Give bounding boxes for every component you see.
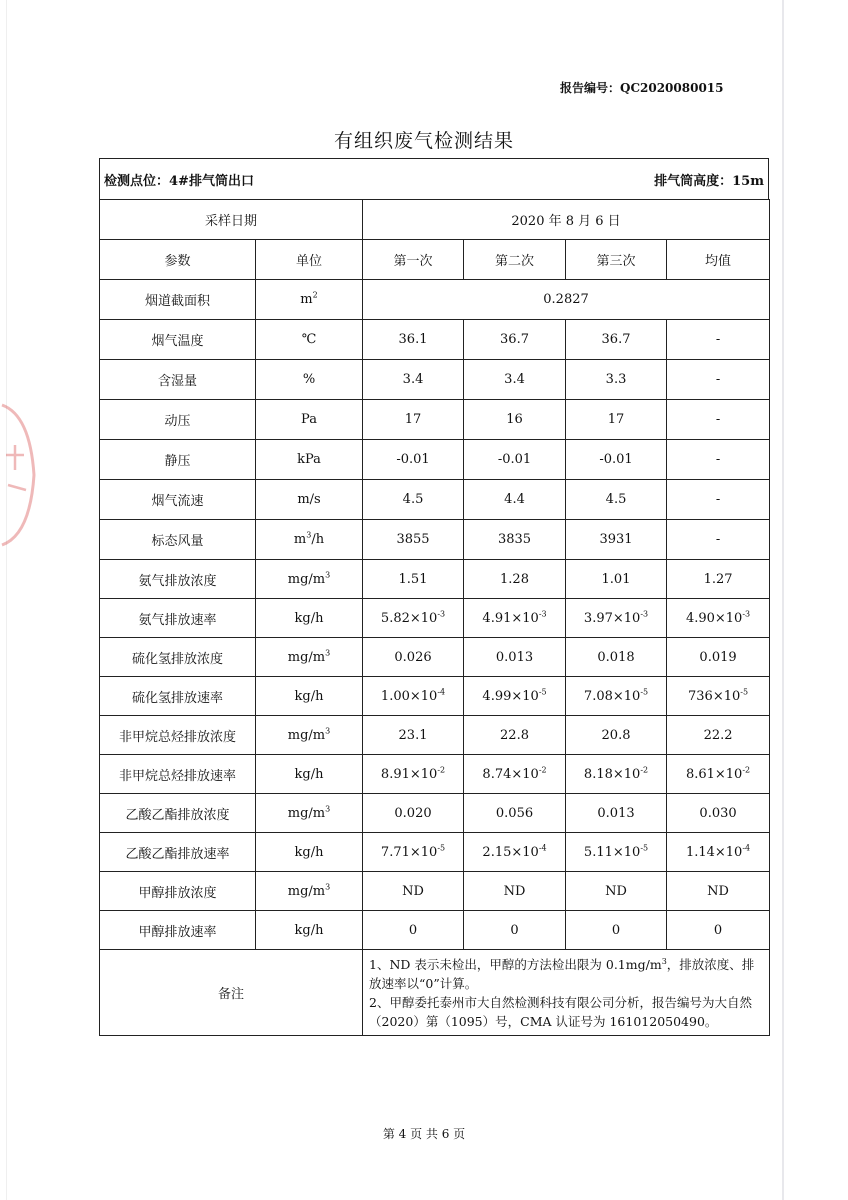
- param-cell: 甲醇排放浓度: [100, 872, 256, 911]
- value-cell: 36.7: [464, 320, 566, 360]
- average-cell: -: [667, 480, 770, 520]
- unit-cell: kg/h: [256, 677, 363, 716]
- unit-cell: kg/h: [256, 833, 363, 872]
- value-cell: $5.82\times 10^{-3}$: [363, 599, 464, 638]
- table-row: [100, 280, 770, 320]
- value-cell: 3835: [464, 520, 566, 560]
- unit-cell: kg/h: [256, 755, 363, 794]
- unit-cell: m/s: [256, 480, 363, 520]
- average-cell: 1.27: [667, 560, 770, 599]
- value-cell: $8.74\times 10^{-2}$: [464, 755, 566, 794]
- sampling-date-value: 2020 年 8 月 6 日: [363, 200, 770, 240]
- value-cell: 0: [464, 911, 566, 950]
- table-row: [100, 677, 770, 716]
- value-cell: 1.51: [363, 560, 464, 599]
- average-cell: -: [667, 320, 770, 360]
- page-title: 有组织废气检测结果: [333, 130, 514, 152]
- average-cell: ND: [667, 872, 770, 911]
- report-number: 报告编号：QC2020080015: [560, 81, 724, 95]
- table-header-bar: [99, 158, 769, 199]
- value-cell: 17: [363, 400, 464, 440]
- results-table: [99, 199, 770, 1036]
- table-row: [100, 520, 770, 560]
- table-row: [100, 400, 770, 440]
- average-cell: 0.030: [667, 794, 770, 833]
- col-third: 第三次: [566, 240, 667, 280]
- value-cell: 3.4: [363, 360, 464, 400]
- value-cell: $2.15\times 10^{-4}$: [464, 833, 566, 872]
- value-cell: 23.1: [363, 716, 464, 755]
- value-cell: 1.28: [464, 560, 566, 599]
- table-row: [100, 716, 770, 755]
- remark-text: [363, 950, 770, 1036]
- column-header-row: [100, 240, 770, 280]
- value-cell: 4.5: [363, 480, 464, 520]
- value-cell: $3.97\times 10^{-3}$: [566, 599, 667, 638]
- page-edge-left: [6, 0, 7, 1200]
- page-footer: 第 4 页 共 6 页: [382, 1127, 466, 1141]
- average-cell: -: [667, 520, 770, 560]
- param-cell: 氨气排放浓度: [100, 560, 256, 599]
- remark-line-1: 1、ND 表示未检出，甲醇的方法检出限为 $0.1mg/m^3$，排放浓度、排放速率以“0”计算。: [369, 956, 755, 991]
- col-second: 第二次: [464, 240, 566, 280]
- table-row: [100, 794, 770, 833]
- unit-cell: Pa: [256, 400, 363, 440]
- value-cell: 0.018: [566, 638, 667, 677]
- page-edge-right: [782, 0, 784, 1200]
- value-cell: 1.01: [566, 560, 667, 599]
- value-cell: -0.01: [566, 440, 667, 480]
- value-cell: 0.013: [464, 638, 566, 677]
- value-cell: $7.08\times 10^{-5}$: [566, 677, 667, 716]
- unit-cell: $mg/m^3$: [256, 872, 363, 911]
- value-cell: ND: [566, 872, 667, 911]
- remark-line-2: 2、甲醇委托泰州市大自然检测科技有限公司分析，报告编号为大自然（2020）第（1095）号，CMA 认证号为 161012050490。: [369, 994, 752, 1029]
- value-cell: $4.99\times 10^{-5}$: [464, 677, 566, 716]
- param-cell: 硫化氢排放速率: [100, 677, 256, 716]
- value-cell: 0.020: [363, 794, 464, 833]
- col-param: 参数: [100, 240, 256, 280]
- value-cell: 3.3: [566, 360, 667, 400]
- param-cell: 氨气排放速率: [100, 599, 256, 638]
- average-cell: $1.14\times 10^{-4}$: [667, 833, 770, 872]
- average-cell: $736\times 10^{-5}$: [667, 677, 770, 716]
- value-cell: 0: [566, 911, 667, 950]
- value-cell: 22.8: [464, 716, 566, 755]
- table-row: [100, 872, 770, 911]
- value-cell: 17: [566, 400, 667, 440]
- value-cell: $1.00\times 10^{-4}$: [363, 677, 464, 716]
- col-average: 均值: [667, 240, 770, 280]
- value-cell: 4.4: [464, 480, 566, 520]
- value-cell: $5.11\times 10^{-5}$: [566, 833, 667, 872]
- value-cell: -0.01: [363, 440, 464, 480]
- average-cell: $4.90\times 10^{-3}$: [667, 599, 770, 638]
- table-row: [100, 360, 770, 400]
- value-cell: ND: [464, 872, 566, 911]
- param-cell: 标态风量: [100, 520, 256, 560]
- red-seal-stamp: [0, 395, 36, 555]
- table-row: [100, 833, 770, 872]
- table-row: [100, 560, 770, 599]
- param-cell: 非甲烷总烃排放浓度: [100, 716, 256, 755]
- monitoring-point: 检测点位：4#排气筒出口: [104, 173, 254, 189]
- value-cell: 0.056: [464, 794, 566, 833]
- value-cell: 36.1: [363, 320, 464, 360]
- param-cell: 烟气温度: [100, 320, 256, 360]
- average-cell: 0: [667, 911, 770, 950]
- value-cell: 16: [464, 400, 566, 440]
- unit-cell: $m^3/h$: [256, 520, 363, 560]
- table-row: [100, 755, 770, 794]
- value-cell: ND: [363, 872, 464, 911]
- unit-cell: kPa: [256, 440, 363, 480]
- value-cell: 0.026: [363, 638, 464, 677]
- param-cell: 含湿量: [100, 360, 256, 400]
- table-row: [100, 440, 770, 480]
- area-value: 0.2827: [363, 280, 770, 320]
- unit-cell: ℃: [256, 320, 363, 360]
- unit-cell: $m^2$: [256, 280, 363, 320]
- remark-row: [100, 950, 770, 1036]
- table-row: [100, 911, 770, 950]
- value-cell: $8.18\times 10^{-2}$: [566, 755, 667, 794]
- unit-cell: $mg/m^3$: [256, 716, 363, 755]
- param-cell: 烟道截面积: [100, 280, 256, 320]
- unit-cell: kg/h: [256, 911, 363, 950]
- value-cell: $4.91\times 10^{-3}$: [464, 599, 566, 638]
- param-cell: 硫化氢排放浓度: [100, 638, 256, 677]
- value-cell: 3.4: [464, 360, 566, 400]
- param-cell: 甲醇排放速率: [100, 911, 256, 950]
- average-cell: -: [667, 400, 770, 440]
- results-table-wrapper: [99, 158, 769, 1036]
- param-cell: 乙酸乙酯排放速率: [100, 833, 256, 872]
- table-row: [100, 638, 770, 677]
- param-cell: 非甲烷总烃排放速率: [100, 755, 256, 794]
- remark-label: 备注: [100, 950, 363, 1036]
- average-cell: -: [667, 440, 770, 480]
- value-cell: $7.71\times 10^{-5}$: [363, 833, 464, 872]
- value-cell: 36.7: [566, 320, 667, 360]
- sampling-date-label: 采样日期: [100, 200, 363, 240]
- value-cell: 3855: [363, 520, 464, 560]
- unit-cell: $mg/m^3$: [256, 794, 363, 833]
- average-cell: 22.2: [667, 716, 770, 755]
- table-row: [100, 320, 770, 360]
- value-cell: 20.8: [566, 716, 667, 755]
- table-row: [100, 480, 770, 520]
- average-cell: $8.61\times 10^{-2}$: [667, 755, 770, 794]
- average-cell: -: [667, 360, 770, 400]
- value-cell: 0.013: [566, 794, 667, 833]
- param-cell: 动压: [100, 400, 256, 440]
- unit-cell: kg/h: [256, 599, 363, 638]
- col-unit: 单位: [256, 240, 363, 280]
- table-row: [100, 599, 770, 638]
- value-cell: -0.01: [464, 440, 566, 480]
- value-cell: $8.91\times 10^{-2}$: [363, 755, 464, 794]
- value-cell: 4.5: [566, 480, 667, 520]
- col-first: 第一次: [363, 240, 464, 280]
- average-cell: 0.019: [667, 638, 770, 677]
- unit-cell: $mg/m^3$: [256, 560, 363, 599]
- param-cell: 烟气流速: [100, 480, 256, 520]
- stack-height: 排气筒高度：15m: [654, 173, 764, 189]
- unit-cell: %: [256, 360, 363, 400]
- unit-cell: $mg/m^3$: [256, 638, 363, 677]
- param-cell: 乙酸乙酯排放浓度: [100, 794, 256, 833]
- sampling-date-row: [100, 200, 770, 240]
- value-cell: 3931: [566, 520, 667, 560]
- param-cell: 静压: [100, 440, 256, 480]
- value-cell: 0: [363, 911, 464, 950]
